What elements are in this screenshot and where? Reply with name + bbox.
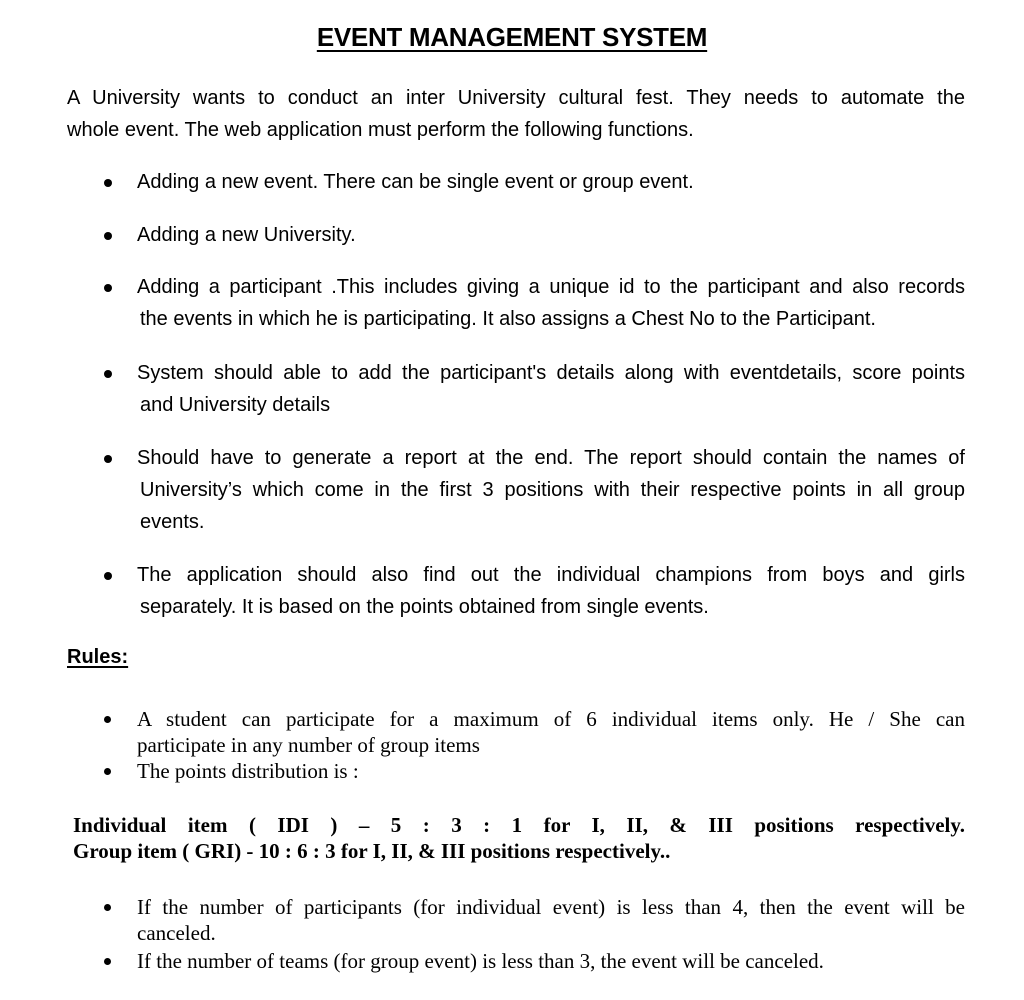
list-item-line: Adding a new University. <box>137 224 356 246</box>
list-item-text <box>137 706 965 758</box>
group-points-line: Group item ( GRI) - 10 : 6 : 3 for I, II, & III positions respectively.. <box>73 839 671 863</box>
individual-points-line: Individual item ( IDI ) – 5 : 3 : 1 for I, II, & III positions respectively. <box>73 813 965 837</box>
list-item-text <box>137 166 965 198</box>
list-item-line: the events in which he is participating. It also assigns a Chest No to the Participant. <box>140 308 876 330</box>
bullet-icon <box>104 370 112 378</box>
page-title: EVENT MANAGEMENT SYSTEM <box>316 22 708 52</box>
list-item-line: System should able to add the participant's details along with eventdetails, score points <box>137 362 965 384</box>
list-item-line: The points distribution is : <box>137 759 359 783</box>
intro-line-1: A University wants to conduct an inter University cultural fest. They needs to automate the <box>67 87 965 109</box>
bullet-icon <box>104 572 112 580</box>
list-item-line: events. <box>140 511 205 533</box>
list-item-text <box>137 758 965 784</box>
list-item-text <box>137 948 965 974</box>
list-item-text <box>137 271 965 335</box>
list-item-text <box>137 219 965 251</box>
list-item-line: separately. It is based on the points obtained from single events. <box>140 596 709 618</box>
list-item-line: and University details <box>140 394 331 416</box>
list-item-text <box>137 357 965 421</box>
bullet-icon <box>104 716 111 723</box>
list-item-line: A student can participate for a maximum of 6 individual items only. He / She can <box>137 707 965 731</box>
intro-line-2: whole event. The web application must perform the following functions. <box>67 119 694 141</box>
list-item-line: If the number of teams (for group event) is less than 3, the event will be canceled. <box>137 949 824 973</box>
intro-paragraph <box>67 82 965 146</box>
list-item-line: participate in any number of group items <box>137 733 480 757</box>
list-item-line: canceled. <box>137 921 216 945</box>
list-item-text <box>137 894 965 946</box>
bullet-icon <box>104 455 112 463</box>
points-distribution <box>73 812 965 864</box>
bullet-icon <box>104 958 111 965</box>
bullet-icon <box>104 284 112 292</box>
bullet-icon <box>104 179 112 187</box>
list-item-line: Adding a new event. There can be single event or group event. <box>137 171 694 193</box>
list-item-line: The application should also find out the individual champions from boys and girls <box>137 564 965 586</box>
bullet-icon <box>104 904 111 911</box>
list-item-text <box>137 559 965 623</box>
list-item-line: Should have to generate a report at the end. The report should contain the names of <box>137 447 965 469</box>
bullet-icon <box>104 232 112 240</box>
bullet-icon <box>104 768 111 775</box>
list-item-line: If the number of participants (for individual event) is less than 4, then the event will be <box>137 895 965 919</box>
list-item-text <box>137 442 965 538</box>
list-item-line: Adding a participant .This includes giving a unique id to the participant and also records <box>137 276 965 298</box>
list-item-line: University’s which come in the first 3 positions with their respective points in all group <box>140 479 965 501</box>
rules-heading: Rules: <box>67 646 129 668</box>
